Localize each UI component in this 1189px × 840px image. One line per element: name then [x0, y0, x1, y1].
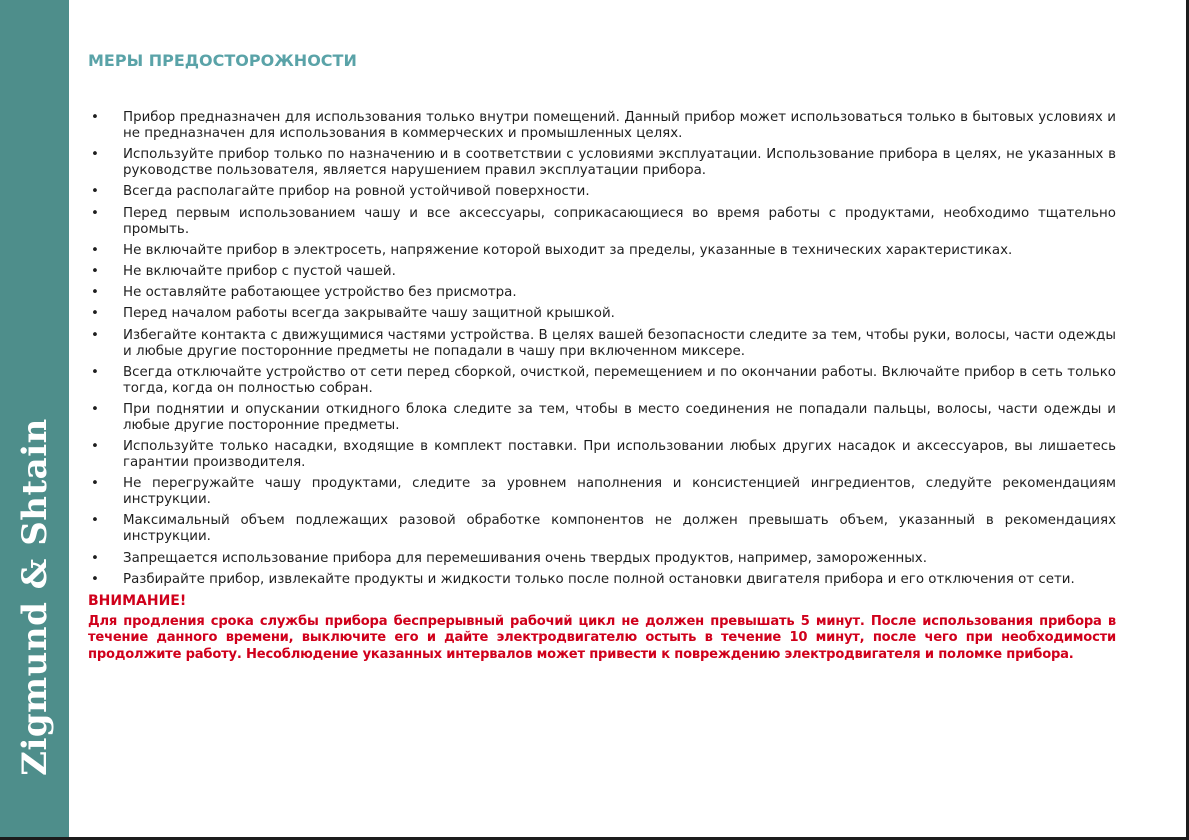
list-item	[88, 285, 1116, 301]
list-item-text: Запрещается использование прибора для перемешивания очень твердых продуктов, например, замороженных.	[123, 550, 927, 566]
list-item-text: Разбирайте прибор, извлекайте продукты и жидкости только после полной остановки двигателя прибора и его отключения от сети.	[123, 571, 1075, 587]
list-item	[88, 572, 1116, 588]
list-item	[88, 328, 1116, 360]
list-item-text: Не включайте прибор в электросеть, напряжение которой выходит за пределы, указанные в технических характеристиках.	[123, 242, 1013, 258]
list-item	[88, 476, 1116, 508]
list-item-text: Перед началом работы всегда закрывайте чашу защитной крышкой.	[123, 306, 615, 322]
bullet-icon: •	[91, 285, 99, 301]
list-item-text: Максимальный объем подлежащих разовой обработке компонентов не должен превышать объем, указанный в рекомендациях инструкции.	[123, 513, 1116, 545]
list-item-text: Прибор предназначен для использования только внутри помещений. Данный прибор может использоваться только в бытовых условиях и не предназначен для использования в коммерческих и промышленных целях.	[123, 110, 1116, 141]
list-item-text: Всегда отключайте устройство от сети перед сборкой, очисткой, перемещением и по окончании работы. Включайте прибор в сеть только тогда, когда он полностью собран.	[123, 364, 1116, 396]
list-item-text: Используйте только насадки, входящие в комплект поставки. При использовании любых других насадок и аксессуаров, вы лишаетесь гарантии производителя.	[123, 439, 1116, 471]
list-item	[88, 206, 1116, 238]
bullet-icon: •	[91, 263, 99, 279]
bullet-icon: •	[91, 550, 99, 566]
brand-logo: Zigmund & Shtain	[15, 418, 55, 776]
page-content	[88, 50, 1116, 663]
list-item	[88, 551, 1116, 567]
bullet-icon: •	[91, 147, 99, 163]
warning-text: Для продления срока службы прибора беспрерывный рабочий цикл не должен превышать 5 минут. После использования прибора в течение данного времени, выключите его и дайте электродвигателю остыть в течение 10 минут, после чего при необходимости продолжите работу. Несоблюдение указанных интервалов может привести к повреждению электродвигателя и поломке прибора.	[88, 614, 1116, 662]
bullet-icon: •	[91, 364, 99, 380]
list-item-text: Не оставляйте работающее устройство без присмотра.	[123, 285, 517, 301]
bullet-icon: •	[91, 242, 99, 258]
list-item-text: Перед первым использованием чашу и все аксессуары, соприкасающиеся во время работы с продуктами, необходимо тщательно промыть.	[123, 205, 1116, 237]
bullet-icon: •	[91, 110, 99, 125]
warning-title: ВНИМАНИЕ!	[88, 593, 187, 609]
bullet-icon: •	[91, 205, 99, 221]
page-title: МЕРЫ ПРЕДОСТОРОЖНОСТИ	[88, 51, 357, 70]
list-item	[88, 402, 1116, 434]
list-item	[88, 365, 1116, 397]
bullet-icon: •	[91, 184, 99, 200]
list-item-text: При поднятии и опускании откидного блока следите за тем, чтобы в место соединения не попадали пальцы, волосы, части одежды и любые другие посторонние предметы.	[123, 401, 1116, 433]
side-band	[0, 0, 69, 840]
list-item	[88, 439, 1116, 471]
bullet-icon: •	[91, 401, 99, 417]
bullet-icon: •	[91, 476, 99, 492]
list-item	[88, 184, 1116, 200]
list-item	[88, 110, 1116, 142]
list-item	[88, 264, 1116, 280]
precautions-list	[88, 110, 1116, 588]
list-item	[88, 243, 1116, 259]
list-item-text: Не включайте прибор с пустой чашей.	[123, 263, 396, 279]
bullet-icon: •	[91, 306, 99, 322]
list-item-text: Не перегружайте чашу продуктами, следите за уровнем наполнения и консистенцией ингредиентов, следуйте рекомендациям инструкции.	[123, 476, 1116, 508]
list-item-text: Всегда располагайте прибор на ровной устойчивой поверхности.	[123, 184, 590, 200]
list-item	[88, 513, 1116, 545]
bullet-icon: •	[91, 439, 99, 455]
list-item-text: Избегайте контакта с движущимися частями устройства. В целях вашей безопасности следите за тем, чтобы руки, волосы, части одежды и любые другие посторонние предметы не попадали в чашу при включенном миксере.	[123, 327, 1116, 359]
list-item	[88, 306, 1116, 322]
list-item	[88, 147, 1116, 179]
list-item-text: Используйте прибор только по назначению и в соответствии с условиями эксплуатации. Использование прибора в целях, не указанных в руководстве пользователя, является нарушением правил эксплуатации прибора.	[123, 147, 1116, 179]
bullet-icon: •	[91, 513, 99, 529]
bullet-icon: •	[91, 327, 99, 343]
bullet-icon: •	[91, 571, 99, 587]
